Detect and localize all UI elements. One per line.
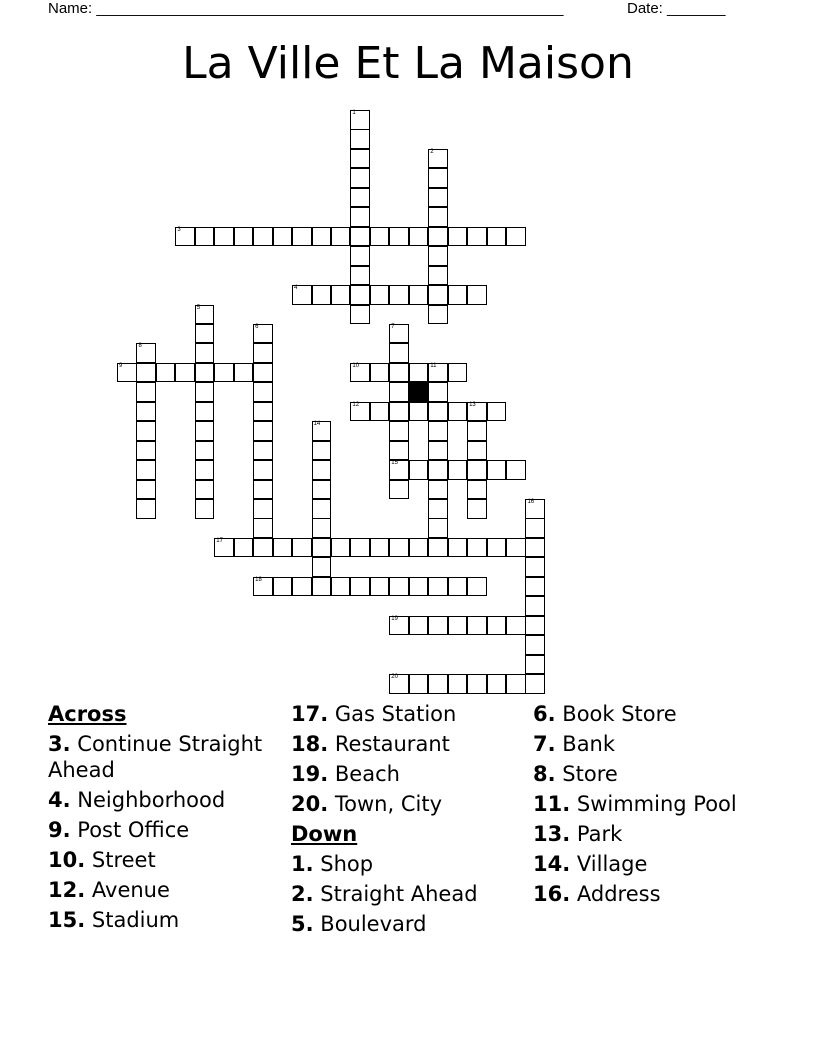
clue-down-1: 1. Shop bbox=[291, 852, 374, 876]
grid-cell[interactable] bbox=[409, 363, 429, 383]
grid-cell[interactable] bbox=[312, 538, 332, 558]
grid-cell[interactable] bbox=[331, 227, 351, 247]
grid-cell[interactable] bbox=[467, 227, 487, 247]
grid-cell[interactable] bbox=[292, 577, 312, 597]
grid-cell[interactable] bbox=[234, 363, 254, 383]
grid-cell[interactable] bbox=[428, 266, 448, 286]
grid-cell[interactable] bbox=[409, 577, 429, 597]
grid-cell[interactable] bbox=[428, 421, 448, 441]
grid-cell[interactable] bbox=[350, 227, 370, 247]
clue-down-8: 8. Store bbox=[533, 762, 618, 786]
grid-cell[interactable] bbox=[409, 460, 429, 480]
grid-cell[interactable] bbox=[253, 538, 273, 558]
grid-cell[interactable] bbox=[428, 188, 448, 208]
cell-number: 15 bbox=[391, 460, 398, 467]
grid-cell[interactable] bbox=[136, 460, 156, 480]
grid-cell[interactable] bbox=[506, 227, 526, 247]
grid-cell[interactable] bbox=[525, 616, 545, 636]
grid-cell[interactable] bbox=[448, 227, 468, 247]
clue-down-11: 11. Swimming Pool bbox=[533, 792, 737, 816]
grid-cell[interactable] bbox=[428, 382, 448, 402]
cell-number: 10 bbox=[352, 362, 360, 369]
grid-cell[interactable] bbox=[312, 518, 332, 538]
clue-across-20: 20. Town, City bbox=[291, 792, 442, 816]
grid-cell[interactable] bbox=[487, 460, 507, 480]
clue-across-15: 15. Stadium bbox=[48, 908, 180, 932]
cell-number: 1 bbox=[352, 110, 356, 116]
grid-cell[interactable] bbox=[214, 363, 234, 383]
grid-cell[interactable] bbox=[195, 499, 215, 519]
grid-cell[interactable] bbox=[409, 538, 429, 558]
cell-number: 16 bbox=[527, 499, 535, 505]
grid-cell[interactable] bbox=[331, 538, 351, 558]
grid-cell[interactable] bbox=[195, 441, 215, 461]
grid-cell[interactable] bbox=[389, 402, 409, 422]
grid-cell[interactable] bbox=[253, 518, 273, 538]
clue-across-17: 17. Gas Station bbox=[291, 702, 457, 726]
grid-cell[interactable] bbox=[195, 421, 215, 441]
grid-cell[interactable] bbox=[350, 129, 370, 149]
clue-down-5: 5. Boulevard bbox=[291, 912, 427, 936]
cell-number: 11 bbox=[430, 362, 437, 369]
grid-cell[interactable] bbox=[117, 363, 137, 383]
clue-down-16: 16. Address bbox=[533, 882, 661, 906]
grid-cell[interactable] bbox=[467, 499, 487, 519]
grid-cell[interactable] bbox=[428, 499, 448, 519]
grid-cell[interactable] bbox=[136, 480, 156, 500]
grid-cell[interactable] bbox=[525, 596, 545, 616]
grid-cell[interactable] bbox=[525, 557, 545, 577]
grid-cell[interactable] bbox=[253, 382, 273, 402]
grid-cell[interactable] bbox=[525, 499, 545, 519]
grid-cell[interactable] bbox=[195, 227, 215, 247]
grid-cell[interactable] bbox=[253, 460, 273, 480]
grid-cell[interactable] bbox=[428, 441, 448, 461]
grid-cell[interactable] bbox=[389, 577, 409, 597]
grid-cell[interactable] bbox=[428, 305, 448, 325]
cell-number: 20 bbox=[391, 674, 398, 681]
grid-cell[interactable] bbox=[273, 538, 293, 558]
grid-cell[interactable] bbox=[428, 460, 448, 480]
clue-column-1 bbox=[48, 701, 288, 937]
cell-number: 14 bbox=[313, 421, 321, 428]
grid-cell[interactable] bbox=[448, 402, 468, 422]
grid-cell[interactable] bbox=[253, 402, 273, 422]
grid-cell[interactable] bbox=[389, 460, 409, 480]
grid-cell[interactable] bbox=[350, 149, 370, 169]
cell-number: 9 bbox=[119, 362, 123, 369]
grid-cell[interactable] bbox=[195, 324, 215, 344]
grid-cell[interactable] bbox=[350, 266, 370, 286]
grid-cell[interactable] bbox=[467, 577, 487, 597]
grid-cell[interactable] bbox=[428, 207, 448, 227]
grid-cell[interactable] bbox=[350, 188, 370, 208]
grid-block bbox=[409, 382, 429, 402]
grid-cell[interactable] bbox=[136, 441, 156, 461]
grid-cell[interactable] bbox=[292, 285, 312, 305]
grid-cell[interactable] bbox=[428, 168, 448, 188]
grid-cell[interactable] bbox=[253, 363, 273, 383]
cell-number: 4 bbox=[294, 285, 298, 292]
grid-cell[interactable] bbox=[253, 324, 273, 344]
grid-cell[interactable] bbox=[195, 382, 215, 402]
clue-across-4: 4. Neighborhood bbox=[48, 788, 226, 812]
cell-number: 7 bbox=[391, 323, 395, 330]
grid-cell[interactable] bbox=[525, 655, 545, 675]
clue-across-3: 3. Continue Straight Ahead bbox=[48, 732, 263, 782]
grid-cell[interactable] bbox=[253, 343, 273, 363]
grid-cell[interactable] bbox=[273, 227, 293, 247]
grid-cell[interactable] bbox=[253, 577, 273, 597]
cell-number: 5 bbox=[196, 304, 201, 311]
grid-cell[interactable] bbox=[467, 402, 487, 422]
grid-cell[interactable] bbox=[350, 538, 370, 558]
grid-cell[interactable] bbox=[312, 227, 332, 247]
grid-cell[interactable] bbox=[428, 246, 448, 266]
grid-cell[interactable] bbox=[389, 421, 409, 441]
grid-cell[interactable] bbox=[292, 227, 312, 247]
grid-cell[interactable] bbox=[136, 343, 156, 363]
grid-cell[interactable] bbox=[175, 227, 195, 247]
grid-cell[interactable] bbox=[253, 499, 273, 519]
grid-cell[interactable] bbox=[350, 207, 370, 227]
clue-down-14: 14. Village bbox=[533, 852, 648, 876]
grid-cell[interactable] bbox=[370, 538, 390, 558]
grid-cell[interactable] bbox=[525, 518, 545, 538]
clue-down-2: 2. Straight Ahead bbox=[291, 882, 478, 906]
grid-cell[interactable] bbox=[448, 577, 468, 597]
grid-cell[interactable] bbox=[428, 616, 448, 636]
grid-cell[interactable] bbox=[331, 577, 351, 597]
grid-cell[interactable] bbox=[409, 285, 429, 305]
grid-cell[interactable] bbox=[389, 538, 409, 558]
grid-cell[interactable] bbox=[428, 149, 448, 169]
grid-cell[interactable] bbox=[409, 402, 429, 422]
grid-cell[interactable] bbox=[331, 285, 351, 305]
grid-cell[interactable] bbox=[389, 674, 409, 694]
grid-cell[interactable] bbox=[389, 382, 409, 402]
date-field[interactable]: Date: _______ bbox=[627, 0, 726, 17]
grid-cell[interactable] bbox=[448, 616, 468, 636]
cell-number: 12 bbox=[352, 401, 360, 408]
grid-cell[interactable] bbox=[195, 460, 215, 480]
grid-cell[interactable] bbox=[350, 402, 370, 422]
cell-number: 3 bbox=[177, 226, 181, 233]
clue-down-6: 6. Book Store bbox=[533, 702, 677, 726]
grid-cell[interactable] bbox=[370, 285, 390, 305]
grid-cell[interactable] bbox=[525, 635, 545, 655]
clue-column-3 bbox=[533, 701, 773, 911]
grid-cell[interactable] bbox=[234, 227, 254, 247]
grid-cell[interactable] bbox=[467, 674, 487, 694]
grid-cell[interactable] bbox=[467, 480, 487, 500]
grid-cell[interactable] bbox=[409, 616, 429, 636]
cell-number: 6 bbox=[255, 323, 259, 330]
grid-cell[interactable] bbox=[428, 402, 448, 422]
grid-cell[interactable] bbox=[370, 402, 390, 422]
cell-number: 18 bbox=[255, 576, 262, 583]
grid-cell[interactable] bbox=[350, 168, 370, 188]
grid-cell[interactable] bbox=[428, 674, 448, 694]
grid-cell[interactable] bbox=[409, 674, 429, 694]
grid-cell[interactable] bbox=[389, 324, 409, 344]
grid-cell[interactable] bbox=[389, 480, 409, 500]
grid-cell[interactable] bbox=[448, 674, 468, 694]
grid-cell[interactable] bbox=[428, 518, 448, 538]
grid-cell[interactable] bbox=[389, 343, 409, 363]
grid-cell[interactable] bbox=[467, 421, 487, 441]
grid-cell[interactable] bbox=[136, 421, 156, 441]
grid-cell[interactable] bbox=[448, 460, 468, 480]
grid-cell[interactable] bbox=[467, 460, 487, 480]
grid-cell[interactable] bbox=[389, 227, 409, 247]
grid-cell[interactable] bbox=[448, 285, 468, 305]
grid-cell[interactable] bbox=[389, 616, 409, 636]
grid-cell[interactable] bbox=[195, 402, 215, 422]
grid-cell[interactable] bbox=[525, 577, 545, 597]
grid-cell[interactable] bbox=[370, 227, 390, 247]
clue-across-12: 12. Avenue bbox=[48, 878, 170, 902]
grid-cell[interactable] bbox=[195, 343, 215, 363]
grid-cell[interactable] bbox=[195, 363, 215, 383]
down-heading: Down bbox=[291, 822, 358, 846]
clue-across-9: 9. Post Office bbox=[48, 818, 190, 842]
grid-cell[interactable] bbox=[428, 480, 448, 500]
clue-across-18: 18. Restaurant bbox=[291, 732, 450, 756]
grid-cell[interactable] bbox=[234, 538, 254, 558]
grid-cell[interactable] bbox=[292, 538, 312, 558]
grid-cell[interactable] bbox=[389, 285, 409, 305]
grid-cell[interactable] bbox=[253, 441, 273, 461]
grid-cell[interactable] bbox=[370, 363, 390, 383]
grid-cell[interactable] bbox=[487, 538, 507, 558]
grid-cell[interactable] bbox=[448, 538, 468, 558]
clue-across-19: 19. Beach bbox=[291, 762, 400, 786]
cell-number: 19 bbox=[391, 615, 398, 622]
grid-cell[interactable] bbox=[214, 538, 234, 558]
grid-cell[interactable] bbox=[467, 285, 487, 305]
grid-cell[interactable] bbox=[389, 441, 409, 461]
grid-cell[interactable] bbox=[175, 363, 195, 383]
grid-cell[interactable] bbox=[312, 460, 332, 480]
grid-cell[interactable] bbox=[350, 246, 370, 266]
clue-down-7: 7. Bank bbox=[533, 732, 616, 756]
grid-cell[interactable] bbox=[467, 616, 487, 636]
grid-cell[interactable] bbox=[253, 227, 273, 247]
grid-cell[interactable] bbox=[350, 110, 370, 130]
grid-cell[interactable] bbox=[136, 363, 156, 383]
grid-cell[interactable] bbox=[428, 363, 448, 383]
grid-cell[interactable] bbox=[312, 285, 332, 305]
grid-cell[interactable] bbox=[273, 577, 293, 597]
grid-cell[interactable] bbox=[389, 363, 409, 383]
puzzle-title: La Ville Et La Maison bbox=[182, 38, 634, 89]
grid-cell[interactable] bbox=[253, 480, 273, 500]
clue-down-13: 13. Park bbox=[533, 822, 623, 846]
grid-cell[interactable] bbox=[467, 538, 487, 558]
grid-cell[interactable] bbox=[312, 577, 332, 597]
grid-cell[interactable] bbox=[428, 538, 448, 558]
cell-number: 8 bbox=[138, 343, 142, 350]
grid-cell[interactable] bbox=[448, 363, 468, 383]
clue-column-2 bbox=[291, 701, 531, 941]
grid-cell[interactable] bbox=[312, 557, 332, 577]
grid-cell[interactable] bbox=[506, 674, 526, 694]
grid-cell[interactable] bbox=[487, 227, 507, 247]
grid-cell[interactable] bbox=[136, 402, 156, 422]
grid-cell[interactable] bbox=[428, 577, 448, 597]
grid-cell[interactable] bbox=[136, 499, 156, 519]
grid-cell[interactable] bbox=[312, 421, 332, 441]
grid-cell[interactable] bbox=[487, 616, 507, 636]
grid-cell[interactable] bbox=[525, 674, 545, 694]
grid-cell[interactable] bbox=[350, 305, 370, 325]
grid-cell[interactable] bbox=[214, 227, 234, 247]
cell-number: 13 bbox=[469, 401, 476, 408]
grid-cell[interactable] bbox=[350, 577, 370, 597]
cell-number: 2 bbox=[430, 148, 434, 155]
name-field[interactable]: Name: ________________________________________________________ bbox=[48, 0, 564, 17]
grid-cell[interactable] bbox=[312, 480, 332, 500]
grid-cell[interactable] bbox=[409, 227, 429, 247]
grid-cell[interactable] bbox=[525, 538, 545, 558]
grid-cell[interactable] bbox=[487, 674, 507, 694]
grid-cell[interactable] bbox=[312, 499, 332, 519]
grid-cell[interactable] bbox=[156, 363, 176, 383]
grid-cell[interactable] bbox=[428, 285, 448, 305]
grid-cell[interactable] bbox=[312, 441, 332, 461]
grid-cell[interactable] bbox=[506, 460, 526, 480]
grid-cell[interactable] bbox=[350, 285, 370, 305]
grid-cell[interactable] bbox=[195, 480, 215, 500]
grid-cell[interactable] bbox=[487, 402, 507, 422]
grid-cell[interactable] bbox=[136, 382, 156, 402]
grid-cell[interactable] bbox=[253, 421, 273, 441]
clue-across-10: 10. Street bbox=[48, 848, 156, 872]
grid-cell[interactable] bbox=[506, 616, 526, 636]
grid-cell[interactable] bbox=[506, 538, 526, 558]
grid-cell[interactable] bbox=[350, 363, 370, 383]
grid-cell[interactable] bbox=[428, 227, 448, 247]
grid-cell[interactable] bbox=[467, 441, 487, 461]
grid-cell[interactable] bbox=[195, 305, 215, 325]
cell-number: 17 bbox=[216, 537, 223, 544]
grid-cell[interactable] bbox=[370, 577, 390, 597]
across-heading: Across bbox=[48, 702, 127, 726]
